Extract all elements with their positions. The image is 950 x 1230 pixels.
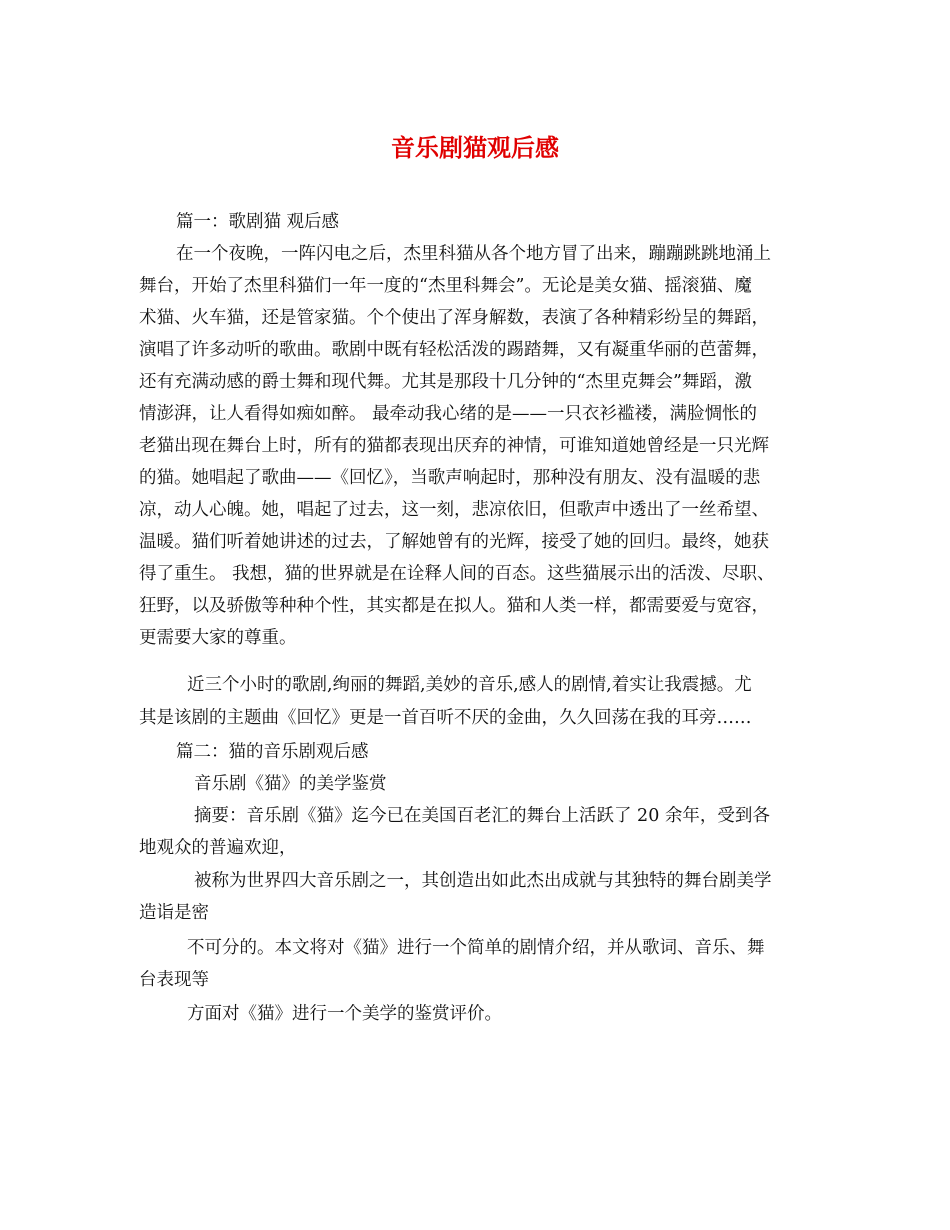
- paragraph-line: 更需要大家的尊重。: [139, 628, 297, 648]
- paragraph-line: 老猫出现在舞台上时，所有的猫都表现出厌弃的神情，可谁知道她曾经是一只光辉: [139, 436, 769, 456]
- paragraph-line: 狂野，以及骄傲等种种个性，其实都是在拟人。猫和人类一样，都需要爱与宽容，: [139, 596, 769, 616]
- paragraph-line: 不可分的。本文将对《猫》进行一个简单的剧情介绍，并从歌词、音乐、舞: [187, 938, 765, 958]
- paragraph-line: 演唱了许多动听的歌曲。歌剧中既有轻松活泼的踢踏舞，又有凝重华丽的芭蕾舞，: [139, 340, 769, 360]
- paragraph-line: 台表现等: [139, 970, 209, 990]
- paragraph-line: 其是该剧的主题曲《回忆》更是一首百听不厌的金曲，久久回荡在我的耳旁……: [139, 708, 752, 728]
- paragraph-line: 在一个夜晚，一阵闪电之后，杰里科猫从各个地方冒了出来，蹦蹦跳跳地涌上: [176, 244, 771, 264]
- paragraph-line: 方面对《猫》进行一个美学的鉴赏评价。: [187, 1004, 502, 1024]
- paragraph-line: 地观众的普遍欢迎，: [139, 838, 297, 858]
- paragraph-line: 还有充满动感的爵士舞和现代舞。尤其是那段十几分钟的“杰里克舞会”舞蹈，激: [139, 372, 752, 392]
- paragraph-line: 温暖。猫们听着她讲述的过去，了解她曾有的光辉，接受了她的回归。最终，她获: [139, 532, 769, 552]
- paragraph-line: 造诣是密: [139, 903, 209, 923]
- paragraph-line: 情澎湃，让人看得如痴如醉。 最牵动我心绪的是——一只衣衫褴褛，满脸惆怅的: [139, 404, 758, 424]
- paragraph-line: 摘要：音乐剧《猫》迄今已在美国百老汇的舞台上活跃了 20 余年，受到各: [194, 806, 770, 826]
- paragraph-line: 术猫、火车猫，还是管家猫。个个使出了浑身解数，表演了各种精彩纷呈的舞蹈，: [139, 308, 769, 328]
- paragraph-line: 被称为世界四大音乐剧之一，其创造出如此杰出成就与其独特的舞台剧美学: [194, 871, 772, 891]
- paragraph-line: 得了重生。 我想，猫的世界就是在诠释人间的百态。这些猫展示出的活泼、尽职、: [139, 564, 775, 584]
- paragraph-line: 的猫。她唱起了歌曲——《回忆》，当歌声响起时，那种没有朋友、没有温暖的悲: [139, 468, 761, 488]
- paragraph-line: 近三个小时的歌剧,绚丽的舞蹈,美妙的音乐,感人的剧情,着实让我震撼。尤: [187, 675, 752, 695]
- paragraph-line: 凉，动人心魄。她，唱起了过去，这一刻，悲凉依旧，但歌声中透出了一丝希望、: [139, 500, 769, 520]
- paragraph-line: 篇一：歌剧猫 观后感: [176, 212, 340, 232]
- document-title: 音乐剧猫观后感: [391, 133, 559, 162]
- paragraph-line: 音乐剧《猫》的美学鉴赏: [194, 774, 387, 794]
- section-heading: 篇二：猫的音乐剧观后感: [176, 742, 369, 762]
- paragraph-line: 舞台，开始了杰里科猫们一年一度的“杰里科舞会”。无论是美女猫、摇滚猫、魔: [139, 276, 752, 296]
